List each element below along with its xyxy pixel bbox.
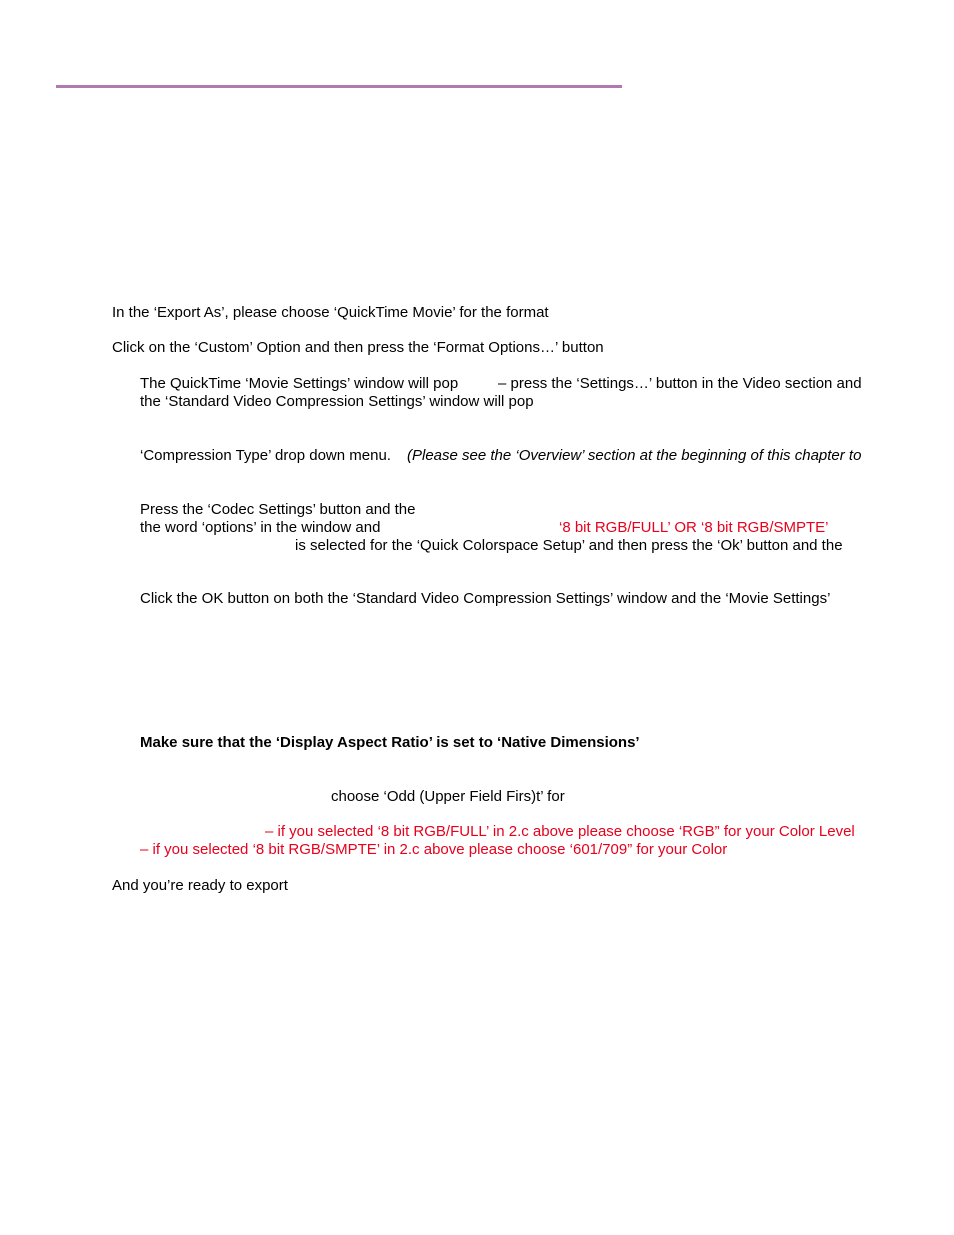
- instruction-options-word: the word ‘options’ in the window and: [140, 519, 381, 536]
- instruction-overview-note: (Please see the ‘Overview’ section at the beginning of this chapter to: [407, 447, 862, 464]
- instruction-movie-settings-b: – press the ‘Settings…’ button in the Video section and: [498, 375, 862, 392]
- instruction-compression-type: ‘Compression Type’ drop down menu.: [140, 447, 391, 464]
- instruction-ok-button: Click the OK button on both the ‘Standard Video Compression Settings’ window and the ‘Movie Settings’: [140, 590, 831, 607]
- instruction-codec-settings: Press the ‘Codec Settings’ button and the: [140, 501, 416, 518]
- instruction-custom-option: Click on the ‘Custom’ Option and then press the ‘Format Options…’ button: [112, 339, 604, 356]
- header-rule: [56, 85, 622, 88]
- instruction-compression-window: the ‘Standard Video Compression Settings’ window will pop: [140, 393, 534, 410]
- color-level-601-note: – if you selected ‘8 bit RGB/SMPTE’ in 2.c above please choose ‘601/709” for your Color: [140, 841, 728, 858]
- instruction-field-order: choose ‘Odd (Upper Field Firs)t’ for: [331, 788, 565, 805]
- ready-to-export: And you’re ready to export: [112, 877, 288, 894]
- instruction-export-as: In the ‘Export As’, please choose ‘QuickTime Movie’ for the format: [112, 304, 549, 321]
- colorspace-choice-highlight: ‘8 bit RGB/FULL’ OR ‘8 bit RGB/SMPTE’: [559, 519, 829, 536]
- color-level-rgb-note: – if you selected ‘8 bit RGB/FULL’ in 2.c above please choose ‘RGB” for your Color Level: [265, 823, 855, 840]
- instruction-movie-settings-a: The QuickTime ‘Movie Settings’ window will pop: [140, 375, 459, 392]
- instruction-aspect-ratio: Make sure that the ‘Display Aspect Ratio’ is set to ‘Native Dimensions’: [140, 734, 640, 751]
- instruction-quick-colorspace: is selected for the ‘Quick Colorspace Setup’ and then press the ‘Ok’ button and the: [295, 537, 843, 554]
